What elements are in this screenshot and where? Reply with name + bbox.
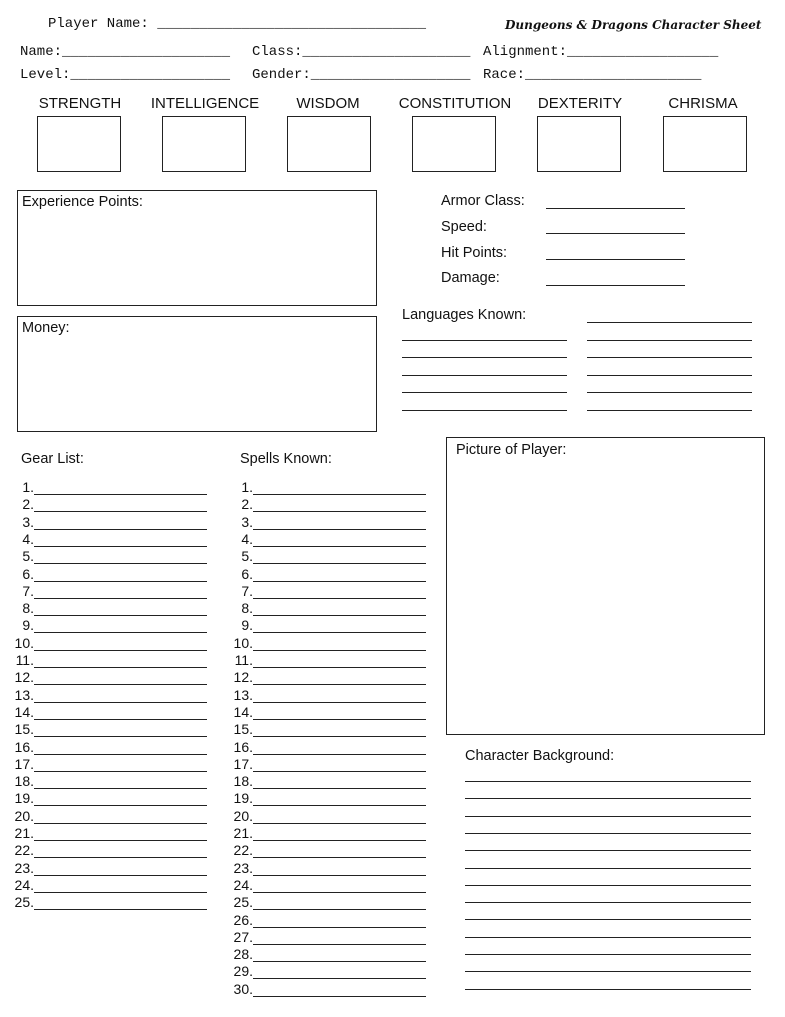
wisdom-box[interactable]: [287, 116, 371, 172]
languages-known-label: Languages Known:: [402, 307, 527, 323]
class-field[interactable]: Class:____________________: [252, 44, 471, 60]
list-item-number: [0, 929, 253, 946]
background-line[interactable]: [465, 919, 751, 920]
gear-list-label: Gear List:: [21, 451, 84, 467]
money-label: Money:: [22, 320, 70, 336]
list-item-line[interactable]: [253, 650, 426, 651]
list-item-line[interactable]: [253, 892, 426, 893]
dexterity-box[interactable]: [537, 116, 621, 172]
list-item-number-text: 14.: [233, 703, 253, 720]
ability-label-wisdom: WISDOM: [296, 95, 360, 112]
list-item-number-text: 3.: [241, 513, 253, 530]
list-item-number-text: 15.: [14, 721, 34, 738]
list-item-number-text: 27.: [233, 928, 253, 945]
level-field[interactable]: Level:___________________: [20, 67, 231, 83]
list-item-number-text: 5.: [241, 548, 253, 565]
chrisma-box[interactable]: [663, 116, 747, 172]
intelligence-box[interactable]: [162, 116, 246, 172]
list-item-number: [0, 773, 253, 790]
list-item-number: [0, 739, 253, 756]
list-item-number-text: 3.: [22, 513, 34, 530]
background-line[interactable]: [465, 885, 751, 886]
list-item-number-text: 22.: [14, 842, 34, 859]
list-item-number-text: 21.: [14, 825, 34, 841]
list-item-line[interactable]: [253, 615, 426, 616]
list-item-number-text: 12.: [233, 669, 253, 686]
list-item-number: [0, 652, 253, 669]
list-item-number-text: 9.: [22, 617, 34, 634]
list-item-number: [0, 583, 253, 600]
background-line[interactable]: [465, 816, 751, 817]
background-line[interactable]: [465, 902, 751, 903]
list-item-line[interactable]: [253, 944, 426, 945]
list-item-number: [0, 860, 253, 877]
list-item-number: [0, 548, 253, 565]
list-item-number-text: 14.: [14, 703, 34, 720]
list-item-number-text: 4.: [22, 530, 34, 547]
constitution-box[interactable]: [412, 116, 496, 172]
list-item-number: [0, 808, 253, 825]
list-item-number-text: 10.: [14, 634, 34, 651]
ability-label-dexterity: DEXTERITY: [537, 95, 623, 112]
list-item-number-text: 5.: [22, 548, 34, 565]
list-item-line[interactable]: [253, 529, 426, 530]
list-item-number-text: 18.: [14, 773, 34, 790]
list-item-line[interactable]: [253, 581, 426, 582]
list-item-line[interactable]: [253, 736, 426, 737]
list-item-number: [0, 756, 253, 773]
list-item-number: [0, 946, 253, 963]
money-box[interactable]: [17, 316, 377, 432]
list-item-number-text: 17.: [14, 755, 34, 772]
list-item-line[interactable]: [253, 684, 426, 685]
player-picture-label: Picture of Player:: [456, 442, 567, 458]
background-line[interactable]: [465, 937, 751, 938]
list-item-number-text: 8.: [241, 600, 253, 617]
background-line[interactable]: [465, 989, 751, 990]
list-item-line[interactable]: [253, 546, 426, 547]
list-item-line[interactable]: [253, 823, 426, 824]
list-item-number: [0, 894, 253, 911]
list-item-number-text: 26.: [233, 911, 253, 928]
list-item-number-text: 8.: [22, 600, 34, 617]
armor-class-line[interactable]: [546, 208, 685, 209]
list-item-number-text: 25.: [233, 894, 253, 911]
ability-label-chrisma: CHRISMA: [668, 95, 738, 112]
list-item-number-text: 7.: [22, 582, 34, 599]
background-line[interactable]: [465, 850, 751, 851]
language-line[interactable]: [402, 410, 567, 411]
list-item-line[interactable]: [253, 771, 426, 772]
list-item-number-text: 19.: [14, 790, 34, 807]
list-item-number-text: 4.: [241, 530, 253, 547]
race-field[interactable]: Race:_____________________: [483, 67, 702, 83]
list-item-line[interactable]: [253, 996, 426, 997]
list-item-number: [0, 479, 253, 496]
list-item-number-text: 6.: [22, 565, 34, 582]
experience-points-label: Experience Points:: [22, 194, 143, 210]
speed-label: Speed:: [441, 219, 487, 235]
language-line[interactable]: [402, 340, 567, 341]
list-item-number: [0, 825, 253, 842]
list-item-number-text: 23.: [14, 859, 34, 876]
list-item-number: [0, 981, 253, 998]
ability-label-strength: STRENGTH: [38, 95, 122, 112]
list-item-number-text: 17.: [233, 755, 253, 772]
list-item-number: [0, 514, 253, 531]
list-item-number: [0, 635, 253, 652]
list-item-number: [0, 721, 253, 738]
list-item-number: [0, 600, 253, 617]
list-item-number-text: 1.: [22, 479, 34, 495]
list-item-number-text: 20.: [14, 807, 34, 824]
list-item-number-text: 10.: [233, 634, 253, 651]
list-item-number: [0, 669, 253, 686]
list-item-number: [0, 566, 253, 583]
list-item-number-text: 22.: [233, 842, 253, 859]
ability-label-constitution: CONSTITUTION: [398, 95, 512, 112]
list-item-number-text: 25.: [14, 894, 34, 911]
list-item-line[interactable]: [253, 667, 426, 668]
damage-line[interactable]: [546, 285, 685, 286]
list-item-line[interactable]: [253, 632, 426, 633]
list-item-number: [0, 687, 253, 704]
language-line[interactable]: [402, 392, 567, 393]
list-item-line[interactable]: [253, 840, 426, 841]
list-item-number: [0, 617, 253, 634]
background-line[interactable]: [465, 781, 751, 782]
list-item-number: [0, 704, 253, 721]
list-item-number-text: 1.: [241, 479, 253, 495]
list-item-number-text: 30.: [233, 980, 253, 997]
language-line[interactable]: [587, 340, 752, 341]
language-line[interactable]: [402, 357, 567, 358]
sheet-title: Dungeons & Dragons Character Sheet: [505, 18, 762, 32]
ability-label-intelligence: INTELLIGENCE: [150, 95, 260, 112]
language-line[interactable]: [587, 392, 752, 393]
list-item-line[interactable]: [253, 598, 426, 599]
list-item-number-text: 24.: [14, 876, 34, 893]
list-item-number-text: 9.: [241, 617, 253, 634]
list-item-number: [0, 842, 253, 859]
hit-points-line[interactable]: [546, 259, 685, 260]
spells-known-label: Spells Known:: [240, 451, 332, 467]
hit-points-label: Hit Points:: [441, 245, 508, 261]
background-line[interactable]: [465, 868, 751, 869]
character-background-label: Character Background:: [465, 748, 615, 764]
list-item-number-text: 2.: [241, 496, 253, 513]
background-line[interactable]: [465, 971, 751, 972]
list-item-number-text: 16.: [233, 738, 253, 755]
list-item-line[interactable]: [253, 805, 426, 806]
list-item-line[interactable]: [253, 702, 426, 703]
list-item-number-text: 11.: [15, 652, 34, 668]
player-name-field[interactable]: Player Name: ________________________________: [48, 16, 427, 32]
list-item-line[interactable]: [253, 494, 426, 495]
language-line[interactable]: [587, 357, 752, 358]
speed-line[interactable]: [546, 233, 685, 234]
list-item-number: [0, 496, 253, 513]
strength-box[interactable]: [37, 116, 121, 172]
list-item-number-text: 20.: [233, 807, 253, 824]
list-item-line[interactable]: [253, 788, 426, 789]
list-item-line[interactable]: [253, 961, 426, 962]
list-item-number-text: 29.: [233, 963, 253, 980]
list-item-number-text: 21.: [233, 825, 253, 841]
list-item-line[interactable]: [253, 875, 426, 876]
language-line[interactable]: [402, 375, 567, 376]
language-line[interactable]: [587, 322, 752, 323]
list-item-number: [0, 790, 253, 807]
list-item-line[interactable]: [253, 754, 426, 755]
list-item-number-text: 12.: [14, 669, 34, 686]
background-line[interactable]: [465, 833, 751, 834]
damage-label: Damage:: [441, 270, 500, 286]
list-item-number: [0, 877, 253, 894]
armor-class-label: Armor Class:: [441, 193, 525, 209]
list-item-number-text: 24.: [233, 876, 253, 893]
list-item-line[interactable]: [253, 978, 426, 979]
background-line[interactable]: [465, 954, 751, 955]
list-item-number-text: 11.: [234, 652, 253, 668]
language-line[interactable]: [587, 375, 752, 376]
list-item-number-text: 19.: [233, 790, 253, 807]
background-line[interactable]: [465, 798, 751, 799]
gender-field[interactable]: Gender:___________________: [252, 67, 471, 83]
list-item-number-text: 13.: [233, 686, 253, 703]
alignment-field[interactable]: Alignment:__________________: [483, 44, 719, 60]
list-item-number: [0, 963, 253, 980]
list-item-number-text: 7.: [241, 582, 253, 599]
list-item-number-text: 2.: [22, 496, 34, 513]
list-item-number-text: 13.: [14, 686, 34, 703]
list-item-number-text: 16.: [14, 738, 34, 755]
experience-points-box[interactable]: [17, 190, 377, 306]
list-item-number-text: 28.: [233, 946, 253, 963]
list-item-number-text: 6.: [241, 565, 253, 582]
list-item-line[interactable]: [253, 511, 426, 512]
list-item-line[interactable]: [253, 909, 426, 910]
list-item-number-text: 23.: [233, 859, 253, 876]
list-item-number: [0, 912, 253, 929]
list-item-line[interactable]: [253, 927, 426, 928]
list-item-number: [0, 531, 253, 548]
list-item-number-text: 15.: [233, 721, 253, 738]
list-item-line[interactable]: [253, 563, 426, 564]
name-field[interactable]: Name:____________________: [20, 44, 231, 60]
list-item-line[interactable]: [253, 857, 426, 858]
language-line[interactable]: [587, 410, 752, 411]
player-picture-box[interactable]: [446, 437, 765, 735]
list-item-line[interactable]: [253, 719, 426, 720]
list-item-number-text: 18.: [233, 773, 253, 790]
